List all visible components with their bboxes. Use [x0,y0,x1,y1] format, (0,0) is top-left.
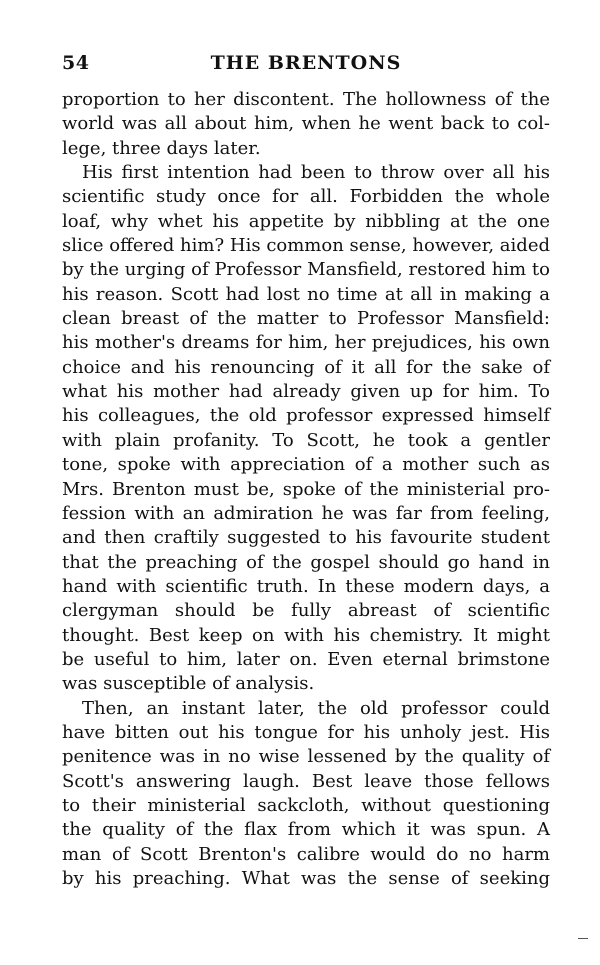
text-line: world was all about him, when he went back to col- [62,113,550,135]
scan-mark [578,938,588,939]
text-line: man of Scott Brenton's calibre would do no harm [62,843,550,865]
text-line: Then, an instant later, the old professor could [82,697,550,719]
text-line: was susceptible of analysis. [62,673,315,695]
page-header [62,52,550,80]
running-head: THE BRENTONS [210,52,402,74]
text-line: choice and his renouncing of it all for the sake of [62,356,550,378]
text-line: the quality of the flax from which it was spun. A [62,819,550,841]
text-line: be useful to him, later on. Even eternal brimstone [62,648,550,670]
text-line: what his mother had already given up for him. To [62,381,550,403]
text-line: his colleagues, the old professor expressed himself [62,405,550,427]
text-line: have bitten out his tongue for his unholy jest. His [62,721,550,743]
text-line: his mother's dreams for him, her prejudices, his own [62,332,550,354]
text-line: hand with scientific truth. In these modern days, a [62,575,550,597]
text-line: tone, spoke with appreciation of a mother such as [62,454,550,476]
text-line: to their ministerial sackcloth, without questioning [62,794,550,816]
text-line: slice offered him? His common sense, however, aided [62,235,550,257]
text-line: penitence was in no wise lessened by the quality of [62,746,550,768]
text-line: clean breast of the matter to Professor Mansfield: [62,308,550,330]
text-line: thought. Best keep on with his chemistry. It might [62,624,550,646]
text-line: Mrs. Brenton must be, spoke of the ministerial pro- [62,478,550,500]
text-line: his reason. Scott had lost no time at all in making a [62,283,550,305]
text-line: loaf, why whet his appetite by nibbling at the one [62,210,550,232]
text-line: Scott's answering laugh. Best leave those fellows [62,770,550,792]
text-line: His first intention had been to throw over all his [82,162,550,184]
text-line: and then craftily suggested to his favourite student [62,527,550,549]
text-line: with plain profanity. To Scott, he took a gentler [62,429,550,451]
text-line: by the urging of Professor Mansfield, restored him to [62,259,550,281]
text-line: by his preaching. What was the sense of seeking [62,868,550,889]
text-line: proportion to her discontent. The hollowness of the [62,89,550,110]
text-line: fession with an admiration he was far from feeling, [62,502,550,524]
text-line: clergyman should be fully abreast of scientific [62,600,550,622]
body-text [62,88,550,891]
page-number: 54 [62,52,90,74]
text-line: lege, three days later. [62,137,261,159]
text-line: scientific study once for all. Forbidden the whole [62,186,550,208]
text-line: that the preaching of the gospel should go hand in [62,551,550,573]
